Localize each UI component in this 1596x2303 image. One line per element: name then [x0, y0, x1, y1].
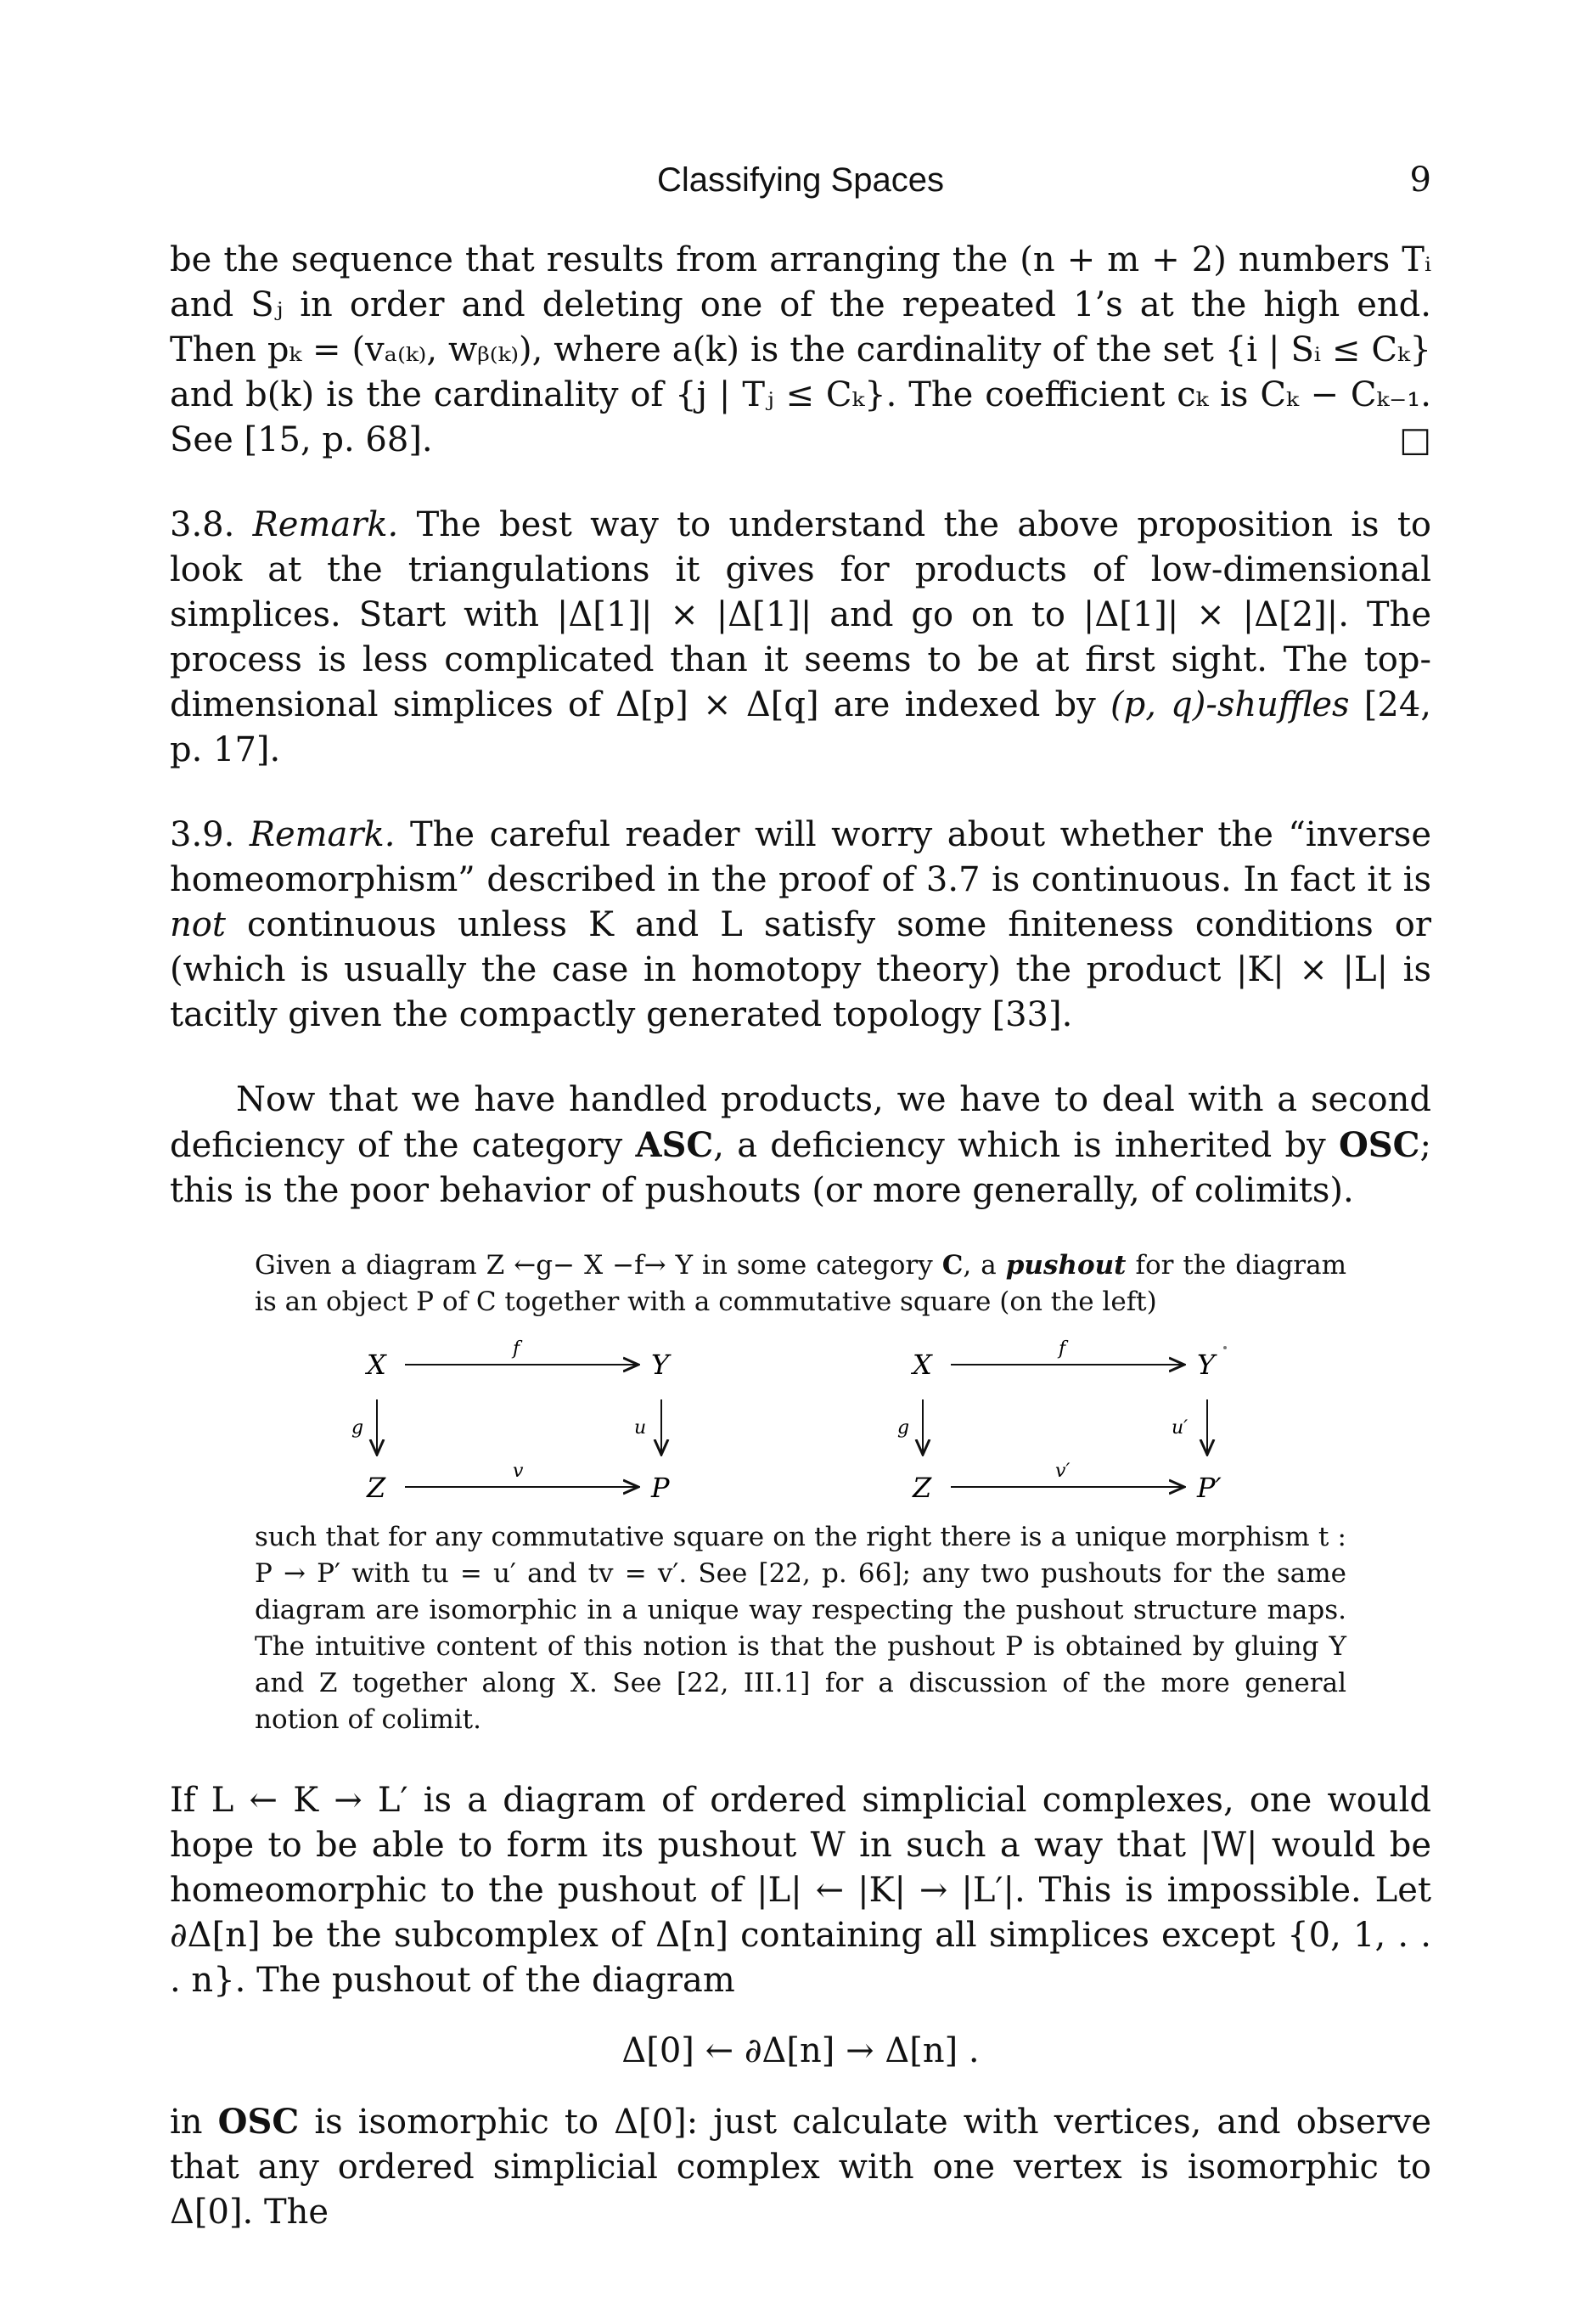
final-text-2: is isomorphic to Δ[0]: just calculate with vertices, and observe that any ordered simplicial complex with one vertex is isomorphic to Δ[0]. The [170, 2103, 1432, 2232]
colimits-text-1: Now that we have handled products, we have to deal with a second deficiency of the category [170, 1080, 1431, 1165]
category-osc: OSC [217, 2102, 300, 2142]
qed-icon: □ [1399, 420, 1431, 459]
definition-intro-3: for the diagram is an object P of C together with a commutative square (on the left) [255, 1250, 1346, 1317]
remark-term: (p, q)-shuffles [1110, 685, 1350, 724]
remark-3-9 [170, 813, 1431, 1038]
commutative-square-left [324, 1336, 732, 1514]
node-y: Y [1196, 1349, 1215, 1381]
node-p: P [650, 1472, 670, 1504]
running-head-title: Classifying Spaces [657, 161, 944, 199]
node-x: X [366, 1349, 386, 1381]
remark-ref: [24, p. 17]. [170, 685, 1431, 769]
remark-text: The best way to understand the above proposition is to look at the triangulations it gives for products of low-dimensional simplices. Start with |Δ[1]| × |Δ[1]| and go on to |Δ[1]| × |Δ[2]|. The process is less complicated than it seems to be at first sight. The top-dimensional simplices of Δ[p] × Δ[q] are indexed by [170, 505, 1432, 724]
proof-text: be the sequence that results from arranging the (n + m + 2) numbers Tᵢ and Sⱼ in order and deleting one of the repeated 1’s at the high end. Then pₖ = (vₐ₍ₖ₎, wᵦ₍ₖ₎), where a(k) is the cardinality of the set {i | Sᵢ ≤ Cₖ} and b(k) is the cardinality of {j | Tⱼ ≤ Cₖ}. The coefficient cₖ is Cₖ − Cₖ₋₁. See [15, p. 68]. [170, 240, 1431, 459]
colimits-text-3: ; this is the poor behavior of pushouts (or more generally, of colimits). [170, 1126, 1432, 1210]
paragraph-proof-end [170, 238, 1431, 463]
node-z: Z [912, 1472, 931, 1504]
definition-intro-1: Given a diagram Z ←g− X −f→ Y in some category [255, 1250, 933, 1281]
category-osc: OSC [1338, 1125, 1420, 1165]
remark-number: 3.9. [170, 815, 235, 854]
definition-outro: such that for any commutative square on the right there is a unique morphism t : P → P′ with tu = u′ and tv = v′. See [22, p. 66]; any two pushouts for the same diagram are isomorphic in a unique way respecting the pushout structure maps. The intuitive content of this notion is that the pushout P is obtained by gluing Y and Z together along X. See [22, III.1] for a discussion of the more general notion of colimit. [255, 1522, 1346, 1735]
final-text-1: in [170, 2103, 203, 2142]
category-c: C [941, 1250, 964, 1281]
remark-number: 3.8. [170, 505, 235, 544]
label-u-prime: u′ [1171, 1417, 1188, 1439]
category-asc: ASC [635, 1125, 714, 1165]
label-v: v [512, 1461, 523, 1482]
node-x: X [912, 1349, 932, 1381]
label-v-prime: v′ [1054, 1461, 1070, 1482]
label-g: g [351, 1417, 363, 1439]
commutative-square-right [870, 1336, 1278, 1514]
remark-label: Remark. [252, 505, 399, 544]
paragraph-colimits [170, 1078, 1431, 1213]
colimits-text-2: , a deficiency which is inherited by [713, 1126, 1326, 1165]
display-equation: Δ[0] ← ∂Δ[n] → Δ[n] . [621, 2031, 980, 2070]
remark-emphasis: not [170, 905, 226, 944]
label-f: f [1058, 1338, 1065, 1360]
commutative-squares [255, 1336, 1346, 1514]
label-u: u [633, 1417, 646, 1439]
node-p-prime: P′ [1196, 1472, 1222, 1504]
pushout-term: pushout [1005, 1250, 1127, 1281]
node-y: Y [650, 1349, 669, 1381]
remark-text-cont: continuous unless K and L satisfy some finiteness conditions or (which is usually the case in homotopy theory) the product |K| × |L| is tacitly given the compactly generated topology [33]. [170, 905, 1431, 1034]
running-header [170, 158, 1431, 214]
remark-text: The careful reader will worry about whether the “inverse homeomorphism” described in the proof of 3.7 is continuous. In fact it is [170, 815, 1432, 899]
page-body [170, 158, 1431, 2235]
definition-intro-2: , a [963, 1250, 997, 1281]
label-f: f [512, 1338, 520, 1360]
node-z: Z [366, 1472, 385, 1504]
paragraph-pushout-problem: If L ← K → L′ is a diagram of ordered simplicial complexes, one would hope to be able to form its pushout W in such a way that |W| would be homeomorphic to the pushout of |L| ← |K| → |L′|. This is impossible. Let ∂Δ[n] be the subcomplex of Δ[n] containing all simplices except {0, 1, . . . n}. The pushout of the diagram [170, 1781, 1431, 2000]
pushout-definition [255, 1247, 1346, 1738]
remark-3-8 [170, 503, 1431, 773]
label-g: g [896, 1417, 909, 1439]
remark-label: Remark. [249, 815, 396, 854]
definition-intro [255, 1247, 1346, 1320]
page-number: 9 [1409, 160, 1431, 200]
paragraph-osc-isomorphic [170, 2099, 1431, 2235]
